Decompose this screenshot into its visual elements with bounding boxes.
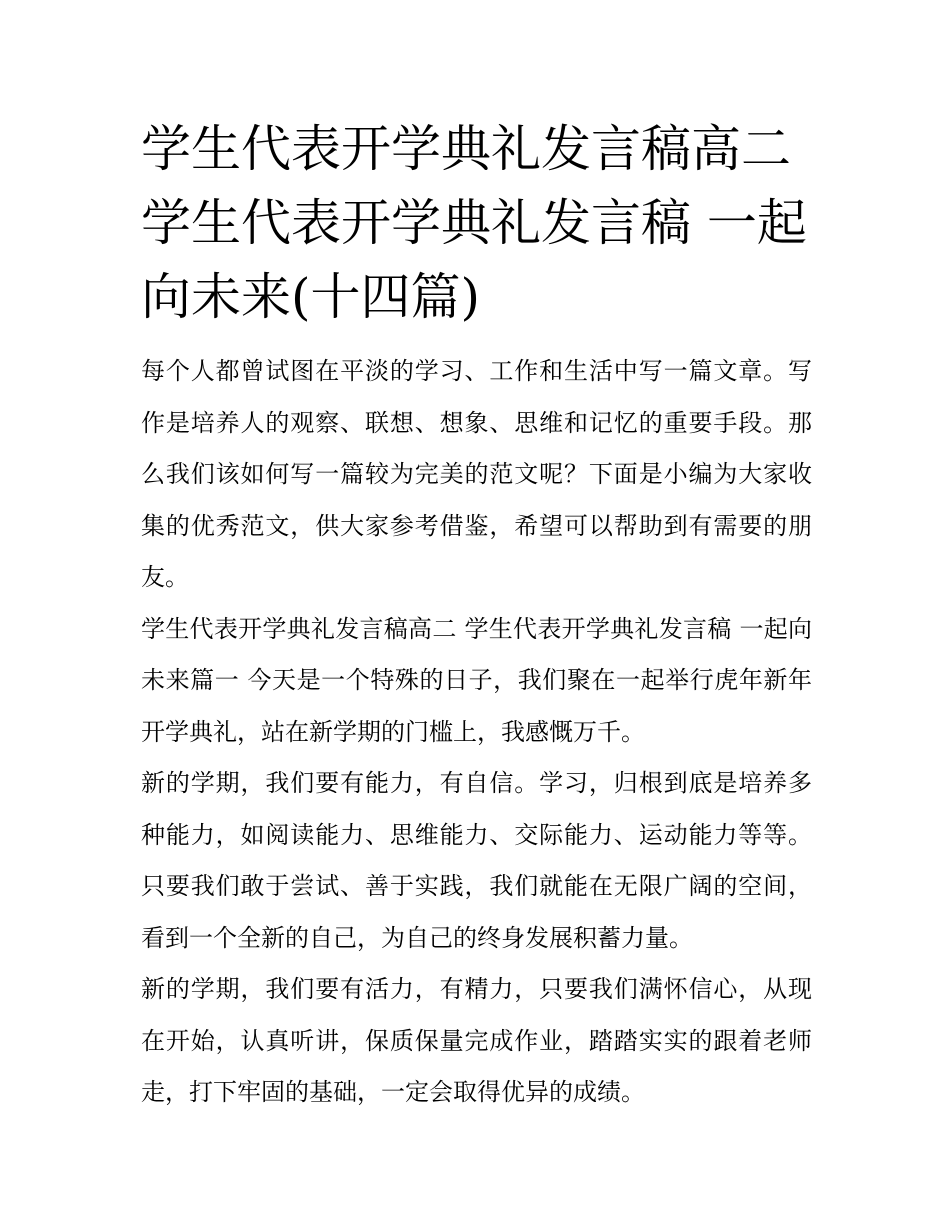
paragraph-energy: 新的学期，我们要有活力，有精力，只要我们满怀信心，从现在开始，认真听讲，保质保量完成作业，踏踏实实的跟着老师走，打下牢固的基础，一定会取得优异的成绩。 bbox=[141, 975, 812, 1106]
paragraph-opening: 学生代表开学典礼发言稿高二 学生代表开学典礼发言稿 一起向未来篇一 今天是一个特殊的日子，我们聚在一起举行虎年新年开学典礼，站在新学期的门槛上，我感慨万千。 bbox=[141, 614, 812, 746]
paragraph-ability: 新的学期，我们要有能力，有自信。学习，归根到底是培养多种能力，如阅读能力、思维能力、交际能力、运动能力等等。只要我们敢于尝试、善于实践，我们就能在无限广阔的空间，看到一个全新的自己，为自己的终身发展积蓄力量。 bbox=[141, 769, 812, 952]
document-title: 学生代表开学典礼发言稿高二 学生代表开学典礼发言稿 一起向未来(十四篇) bbox=[141, 120, 807, 326]
paragraph-intro: 每个人都曾试图在平淡的学习、工作和生活中写一篇文章。写作是培养人的观察、联想、想象、思维和记忆的重要手段。那么我们该如何写一篇较为完美的范文呢？下面是小编为大家收集的优秀范文，供大家参考借鉴，希望可以帮助到有需要的朋友。 bbox=[141, 357, 812, 591]
